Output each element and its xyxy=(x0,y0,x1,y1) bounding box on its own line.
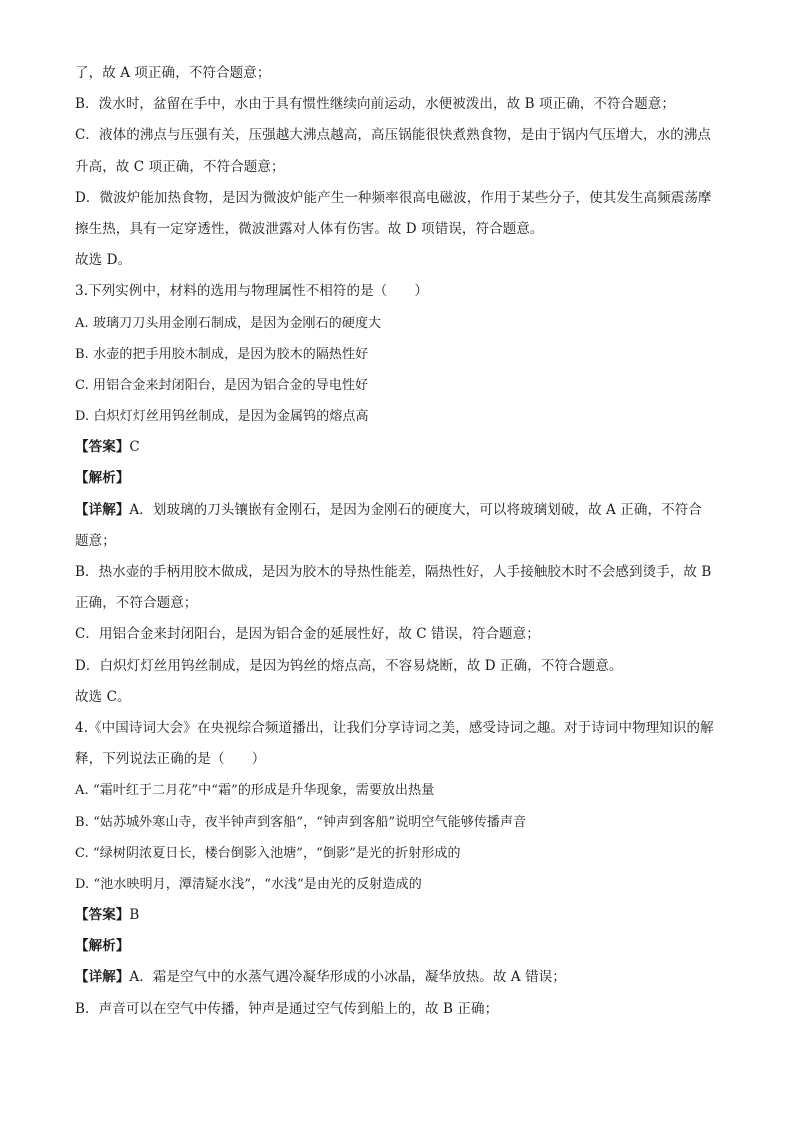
text-line: 故选 D。 xyxy=(75,252,132,269)
section-tag: 【 答案 】 xyxy=(75,907,129,923)
text-line: B．声音可以在空气中传播，钟声是通过空气传到船上的，故 B 正确； xyxy=(75,1000,499,1017)
answer-option: B. 水壶的把手用胶木制成，是因为胶木的隔热性好 xyxy=(75,346,369,362)
text-line: 正确，不符合题意； xyxy=(75,595,198,612)
section-text: A．划玻璃的刀头镶嵌有金刚石，是因为金刚石的硬度大，可以将玻璃划破，故 A 正确，不符合 xyxy=(129,501,702,518)
answer-option: D. “池水映明月，潭清疑水浅”，“水浅”是由光的反射造成的 xyxy=(75,876,422,892)
text-line: C．液体的沸点与压强有关，压强越大沸点越高，高压锅能很快煮熟食物，是由于锅内气压增大，水的沸点 xyxy=(75,127,712,144)
text-line: B．泼水时，盆留在手中，水由于具有惯性继续向前运动，水便被泼出，故 B 项正确，不符合题意； xyxy=(75,96,676,113)
text-line: 3.下列实例中，材料的选用与物理属性不相符的是（ ） xyxy=(75,283,429,300)
section-line-答案 xyxy=(75,432,725,463)
section-line-详解 xyxy=(75,962,725,993)
section-line-答案 xyxy=(75,900,725,931)
section-line-详解 xyxy=(75,495,725,526)
text-line: C．用铝合金来封闭阳台，是因为铝合金的延展性好，故 C 错误，符合题意； xyxy=(75,626,540,643)
section-text: B xyxy=(129,907,140,924)
section-tag: 【 解析 】 xyxy=(75,938,129,954)
answer-option: C. “绿树阴浓夏日长，楼台倒影入池塘”，“倒影”是光的折射形成的 xyxy=(75,845,461,861)
answer-option: B. “姑苏城外寒山寺，夜半钟声到客船”，“钟声到客船”说明空气能够传播声音 xyxy=(75,814,527,830)
section-tag: 【 答案 】 xyxy=(75,439,129,455)
text-line: 4.《中国诗词大会》在央视综合频道播出，让我们分享诗词之美，感受诗词之趣。对于诗词中物理知识的解 xyxy=(75,719,714,736)
section-tag: 【 详解 】 xyxy=(75,502,129,518)
text-line: 升高，故 C 项正确，不符合题意； xyxy=(75,158,285,175)
text-line: 了，故 A 项正确，不符合题意； xyxy=(75,65,271,81)
text-line: B．热水壶的手柄用胶木做成，是因为胶木的导热性能差，隔热性好，人手接触胶木时不会感到烫手，故 B xyxy=(75,564,712,580)
text-line: 释，下列说法正确的是（ ） xyxy=(75,751,266,768)
text-line: D．微波炉能加热食物，是因为微波炉能产生一种频率很高电磁波，作用于某些分子，使其发生高频震荡摩 xyxy=(75,189,712,206)
answer-option: C. 用铝合金来封闭阳台，是因为铝合金的导电性好 xyxy=(75,377,369,393)
section-text: C xyxy=(129,439,140,456)
section-line-解析 xyxy=(75,463,725,494)
answer-option: A. 玻璃刀刀头用金刚石制成，是因为金刚石的硬度大 xyxy=(75,315,382,331)
answer-option: A. “霜叶红于二月花”中“霜”的形成是升华现象，需要放出热量 xyxy=(75,783,435,799)
document-page xyxy=(75,58,725,1025)
text-line: 擦生热，具有一定穿透性，微波泄露对人体有伤害。故 D 项错误，符合题意。 xyxy=(75,220,544,237)
section-tag: 【 解析 】 xyxy=(75,470,129,486)
text-line: 故选 C。 xyxy=(75,688,131,705)
section-text: A．霜是空气中的水蒸气遇冷凝华形成的小冰晶，凝华放热。故 A 错误； xyxy=(129,969,566,986)
section-line-解析 xyxy=(75,931,725,962)
section-tag: 【 详解 】 xyxy=(75,969,129,985)
text-line: 题意； xyxy=(75,532,116,549)
text-line: D．白炽灯灯丝用钨丝制成，是因为钨丝的熔点高，不容易烧断，故 D 正确，不符合题意。 xyxy=(75,657,623,674)
answer-option: D. 白炽灯灯丝用钨丝制成，是因为金属钨的熔点高 xyxy=(75,409,369,425)
